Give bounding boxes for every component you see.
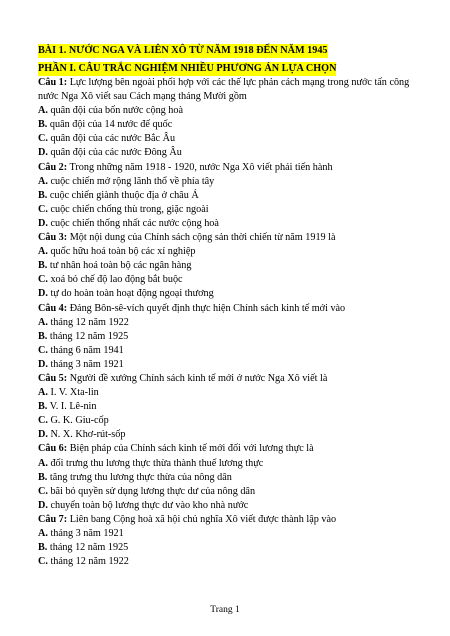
option-letter: C. <box>38 133 48 145</box>
option-letter: A. <box>38 105 48 117</box>
option-letter: A. <box>38 528 48 539</box>
option-text: tháng 3 năm 1921 <box>47 528 124 539</box>
option-letter: B. <box>38 401 48 413</box>
option-text: quân đội của các nước Bắc Âu <box>47 133 176 145</box>
option-letter: B. <box>38 330 48 342</box>
option-letter: B. <box>38 189 48 201</box>
question-3 <box>38 231 438 301</box>
option-text: tháng 12 năm 1922 <box>47 316 129 328</box>
answer-option <box>38 555 438 569</box>
answer-option <box>38 189 438 203</box>
question-text: Một nội dung của Chính sách cộng sản thời chiến từ năm 1919 là <box>67 232 336 244</box>
answer-option <box>38 217 438 231</box>
option-text: tháng 3 năm 1921 <box>47 358 124 370</box>
option-text: I. V. Xta-lin <box>47 387 99 399</box>
question-stem-line <box>38 302 438 316</box>
answer-option <box>38 146 438 160</box>
question-stem-line <box>38 442 438 456</box>
answer-option <box>38 344 438 358</box>
lesson-title <box>38 40 438 58</box>
option-letter: D. <box>38 147 48 159</box>
option-letter: B. <box>38 542 48 554</box>
option-letter: C. <box>38 344 48 356</box>
option-letter: B. <box>38 119 48 131</box>
question-4 <box>38 302 438 372</box>
option-letter: B. <box>38 260 48 272</box>
question-number: Câu 6: <box>38 443 68 455</box>
question-number: Câu 2: <box>38 161 68 173</box>
option-text: cuộc chiến mở rộng lãnh thổ về phía tây <box>47 175 215 187</box>
question-stem-line <box>38 513 438 527</box>
option-letter: A. <box>38 387 48 399</box>
document-content <box>38 40 438 569</box>
answer-option <box>38 386 438 400</box>
option-text: cuộc chiến chống thù trong, giặc ngoài <box>47 203 209 215</box>
question-5 <box>38 372 438 442</box>
answer-option <box>38 118 438 132</box>
answer-option <box>38 330 438 344</box>
question-stem-line <box>38 372 438 386</box>
answer-option <box>38 245 438 259</box>
option-letter: D. <box>38 499 48 511</box>
answer-option <box>38 273 438 287</box>
option-text: tự do hoàn toàn hoạt động ngoại thương <box>47 288 214 300</box>
option-text: chuyển toàn bộ lương thực dư vào kho nhà nước <box>47 499 249 511</box>
option-letter: C. <box>38 556 48 568</box>
option-text: quốc hữu hoá toàn bộ các xí nghiệp <box>47 246 196 258</box>
answer-option <box>38 358 438 372</box>
option-letter: D. <box>38 288 48 300</box>
option-text: đối trưng thu lương thực thừa thành thuế lương thực <box>47 457 264 469</box>
option-letter: B. <box>38 471 48 483</box>
question-list <box>38 76 438 569</box>
question-text: nước Nga Xô viết sau Cách mạng tháng Mười gồm <box>38 91 247 103</box>
section-title <box>38 58 438 76</box>
answer-option <box>38 259 438 273</box>
option-letter: A. <box>38 175 48 187</box>
section-title-text: PHẦN I. CÂU TRẮC NGHIỆM NHIỀU PHƯƠNG ÁN LỰA CHỌN <box>38 63 337 74</box>
option-letter: D. <box>38 429 48 441</box>
answer-option <box>38 527 438 541</box>
question-text: Đảng Bôn-sê-vích quyết định thực hiện Chính sách kinh tế mới vào <box>67 302 346 314</box>
question-text: Liên bang Cộng hoà xã hội chủ nghĩa Xô viết được thành lập vào <box>67 513 337 525</box>
question-stem-line <box>38 231 438 245</box>
question-number: Câu 1: <box>38 77 68 88</box>
question-number: Câu 5: <box>38 372 68 384</box>
answer-option <box>38 471 438 485</box>
option-text: bãi bỏ quyền sử dụng lương thực dư của nông dân <box>47 485 256 497</box>
page-number: Trang 1 <box>210 605 240 615</box>
option-text: tư nhân hoá toàn bộ các ngân hàng <box>47 260 192 272</box>
question-7 <box>38 513 438 569</box>
question-text: Biện pháp của Chính sách kinh tế mới đối với lương thực là <box>67 443 314 455</box>
lesson-title-text: BÀI 1. NƯỚC NGA VÀ LIÊN XÔ TỪ NĂM 1918 ĐẾN NĂM 1945 <box>38 45 328 56</box>
question-stem-line <box>38 90 438 104</box>
answer-option <box>38 457 438 471</box>
option-letter: C. <box>38 415 48 427</box>
option-letter: A. <box>38 316 48 328</box>
option-letter: A. <box>38 246 48 258</box>
option-text: tháng 12 năm 1925 <box>47 542 129 554</box>
option-letter: C. <box>38 203 48 215</box>
question-number: Câu 7: <box>38 513 68 525</box>
question-text: Lực lượng bên ngoài phối hợp với các thế lực phản cách mạng trong nước tấn công <box>67 77 410 88</box>
question-text: Người đề xướng Chính sách kinh tế mới ở nước Nga Xô viết là <box>67 372 328 384</box>
option-letter: D. <box>38 358 48 370</box>
answer-option <box>38 428 438 442</box>
question-stem-line <box>38 76 438 90</box>
option-text: V. I. Lê-nin <box>47 401 97 413</box>
option-text: cuộc chiến thống nhất các nước cộng hoà <box>47 217 219 229</box>
option-letter: D. <box>38 217 48 229</box>
question-stem-line <box>38 161 438 175</box>
option-text: G. K. Giu-cốp <box>47 415 109 427</box>
option-letter: C. <box>38 485 48 497</box>
option-text: quân đội của các nước Đông Âu <box>47 147 182 159</box>
answer-option <box>38 541 438 555</box>
question-1 <box>38 76 438 161</box>
option-letter: A. <box>38 457 48 469</box>
answer-option <box>38 132 438 146</box>
option-text: tháng 6 năm 1941 <box>47 344 124 356</box>
question-number: Câu 4: <box>38 302 68 314</box>
option-text: xoá bỏ chế độ lao động bắt buộc <box>47 274 183 286</box>
question-2 <box>38 161 438 231</box>
answer-option <box>38 499 438 513</box>
option-text: tăng trưng thu lương thực thừa của nông dân <box>47 471 232 483</box>
answer-option <box>38 104 438 118</box>
answer-option <box>38 287 438 301</box>
answer-option <box>38 400 438 414</box>
answer-option <box>38 414 438 428</box>
answer-option <box>38 203 438 217</box>
option-text: tháng 12 năm 1922 <box>47 556 129 568</box>
option-letter: C. <box>38 274 48 286</box>
answer-option <box>38 175 438 189</box>
option-text: quân đội của bốn nước cộng hoà <box>47 105 184 117</box>
option-text: cuộc chiến giành thuộc địa ở châu Á <box>47 189 199 201</box>
question-text: Trong những năm 1918 - 1920, nước Nga Xô viết phải tiến hành <box>67 161 333 173</box>
option-text: quân đội của 14 nước đế quốc <box>47 119 173 131</box>
option-text: N. X. Khơ-rút-sốp <box>47 429 126 441</box>
answer-option <box>38 316 438 330</box>
answer-option <box>38 485 438 499</box>
question-6 <box>38 442 438 512</box>
option-text: tháng 12 năm 1925 <box>47 330 129 342</box>
question-number: Câu 3: <box>38 232 68 244</box>
